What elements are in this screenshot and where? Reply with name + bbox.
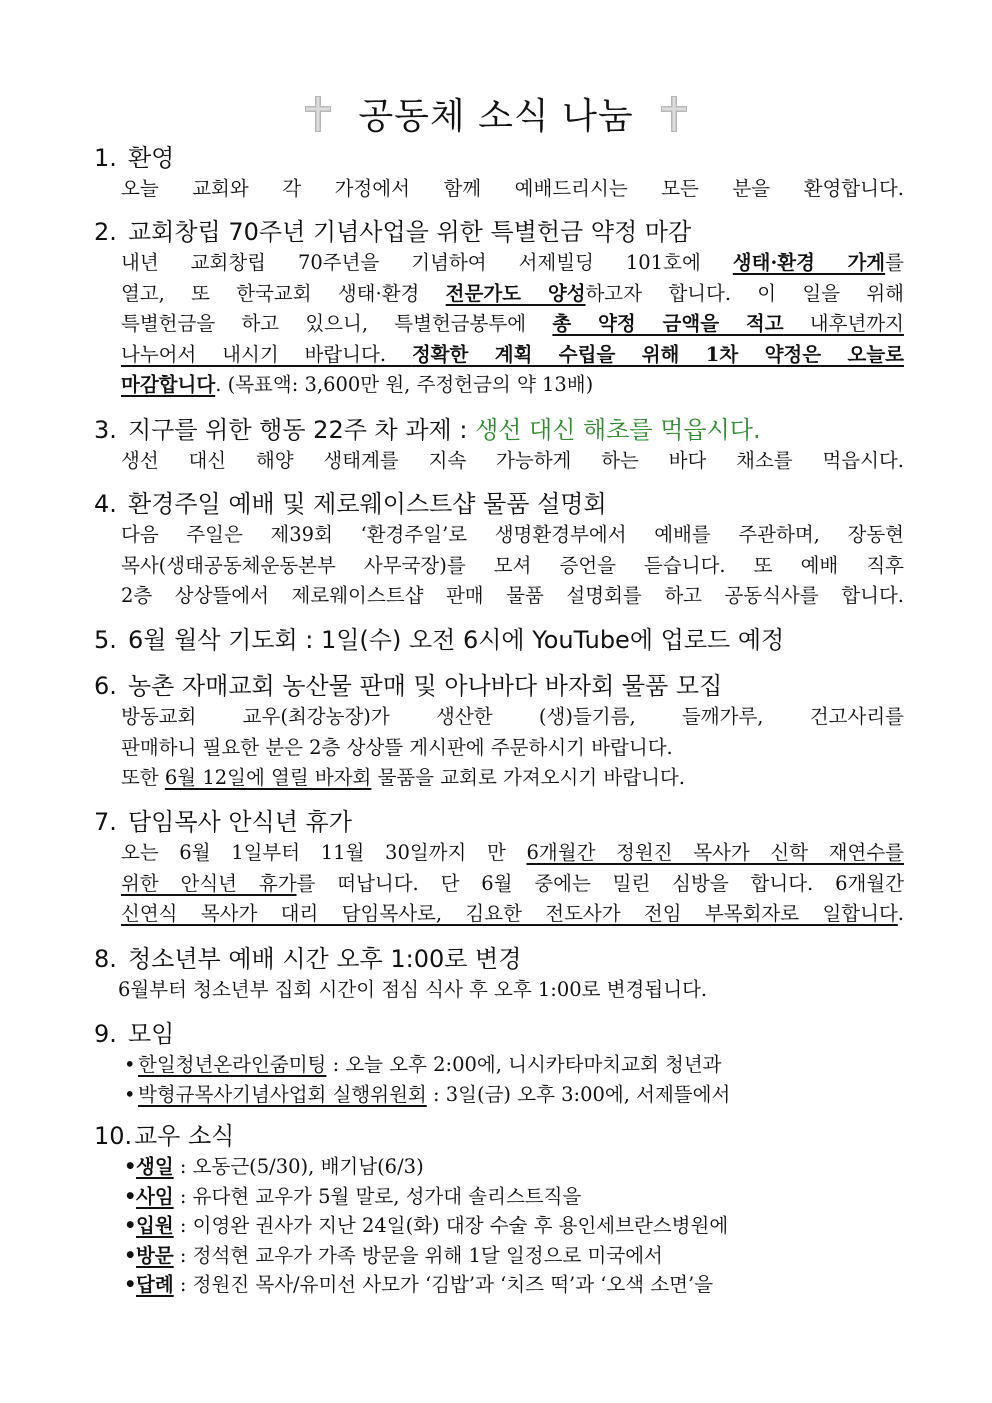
bullet: • — [124, 1243, 137, 1267]
meeting-name: 한일청년온라인줌미팅 — [138, 1053, 327, 1076]
heading-text: 농촌 자매교회 농산물 판매 및 아나바다 바자회 물품 모집 — [128, 672, 723, 700]
section-number: 1. — [94, 144, 117, 172]
body-line: 6월부터 청소년부 집회 시간이 점심 식사 후 오후 1:00로 변경됩니다. — [118, 978, 708, 1001]
section-body — [121, 520, 904, 612]
meeting-detail: : 3일(금) 오후 3:00에, 서제뜰에서 — [426, 1082, 731, 1106]
section-body — [121, 446, 904, 477]
heading-text: 6월 월삭 기도회 : 1일(수) 오전 6시에 YouTube에 업로드 예정 — [128, 626, 785, 654]
section-body — [121, 248, 904, 401]
heading-text: 모임 — [128, 1020, 175, 1048]
emphasis-text: 전문가도 양성 — [445, 281, 586, 305]
emphasis-text: 총 약정 금액을 적고 — [552, 312, 784, 335]
text-run: 오는 6월 1일부터 11월 30일까지 만 — [121, 841, 527, 864]
bullet: • — [124, 1155, 137, 1178]
section-heading — [94, 1120, 904, 1152]
bullet: • — [124, 1082, 136, 1106]
section-body — [121, 174, 904, 205]
body-line — [121, 248, 904, 279]
section-body — [121, 702, 904, 794]
text-run: 물품을 교회로 가져오시기 바랍니다. — [371, 766, 685, 789]
list-item — [124, 1182, 904, 1212]
news-label: 입원 — [136, 1214, 174, 1237]
text-run: 열고, 또 한국교회 생태·환경 — [121, 281, 446, 305]
cross-icon-left — [301, 94, 335, 134]
section-dawn-prayer — [94, 624, 904, 656]
section-heading — [94, 670, 904, 702]
bullet: • — [124, 1053, 136, 1076]
bullet: • — [124, 1214, 137, 1237]
section-heading — [94, 624, 904, 656]
heading-text: 환경주일 예배 및 제로웨이스트샵 물품 설명회 — [128, 490, 607, 518]
text-run: 를 떠납니다. 단 6월 중에는 밀린 심방을 합니다. 6개월간 — [296, 871, 904, 895]
body-line — [121, 763, 904, 794]
body-line: 생선 대신 해양 생태계를 지속 가능하게 하는 바다 채소를 먹읍시다. — [121, 449, 904, 472]
body-line — [121, 838, 904, 869]
news-label: 답례 — [136, 1273, 174, 1296]
heading-text: 환영 — [128, 144, 175, 172]
body-line: 다음 주일은 제39회 ‘환경주일’로 생명환경부에서 예배를 주관하며, 장동현 — [121, 523, 904, 546]
underlined-text: 내후년까지 — [783, 312, 904, 335]
heading-text: 교회창립 70주년 기념사업을 위한 특별헌금 약정 마감 — [128, 218, 692, 246]
text-run: 또한 — [121, 766, 165, 789]
emphasis-text: 생태·환경 가게 — [732, 251, 886, 274]
list-item — [124, 1152, 904, 1182]
news-text: : 오동근(5/30), 배기남(6/3) — [173, 1155, 424, 1178]
news-text: : 유다현 교우가 5월 말로, 성가대 솔리스트직을 — [173, 1184, 582, 1208]
underlined-text: 신연식 목사가 대리 담임목사로, 김요한 전도사가 전임 부목회자로 일합니다 — [121, 902, 898, 925]
underlined-text: 6월 12일에 열릴 바자회 — [164, 766, 372, 789]
section-number: 6. — [94, 672, 117, 700]
underlined-text: 위한 안식년 휴가 — [121, 871, 297, 895]
section-number: 8. — [94, 945, 117, 973]
meeting-name: 박형규목사기념사업회 실행위원회 — [138, 1082, 427, 1106]
section-body — [124, 1050, 904, 1109]
news-label: 사임 — [136, 1184, 174, 1208]
list-item — [124, 1241, 904, 1271]
section-anniversary-offering — [94, 216, 904, 401]
text-run: 내년 교회창립 70주년을 기념하여 서제빌딩 101호에 — [121, 251, 733, 274]
section-body — [124, 1152, 904, 1300]
news-text: : 정석현 교우가 가족 방문을 위해 1달 일정으로 미국에서 — [173, 1243, 663, 1267]
section-sabbatical — [94, 806, 904, 930]
body-line — [121, 279, 904, 310]
text-run: 특별헌금을 하고 있으니, 특별헌금봉투에 — [121, 312, 553, 335]
section-member-news — [94, 1120, 904, 1300]
section-youth-service — [94, 943, 904, 1006]
section-body — [121, 838, 904, 930]
section-number: 9. — [94, 1020, 117, 1048]
cross-icon-right — [657, 94, 691, 134]
heading-text: 청소년부 예배 시간 오후 1:00로 변경 — [128, 945, 522, 973]
section-heading — [94, 806, 904, 838]
list-item — [124, 1050, 904, 1080]
section-meetings — [94, 1018, 904, 1109]
heading-text: 지구를 위한 행동 22주 차 과제 : — [128, 416, 476, 444]
section-number: 10. — [94, 1122, 133, 1150]
body-line — [121, 370, 904, 401]
section-heading — [94, 142, 904, 174]
body-line: 오늘 교회와 각 가정에서 함께 예배드리시는 모든 분을 환영합니다. — [121, 177, 904, 200]
news-text: : 이영완 권사가 지난 24일(화) 대장 수술 후 용인세브란스병원에 — [173, 1214, 729, 1237]
underlined-text: 6개월간 정원진 목사가 신학 재연수를 — [526, 841, 904, 864]
section-number: 2. — [94, 218, 117, 246]
section-number: 5. — [94, 626, 117, 654]
body-line — [121, 340, 904, 371]
text-run: . (목표액: 3,600만 원, 주정헌금의 약 13배) — [215, 373, 594, 396]
body-line: 방동교회 교우(최강농장)가 생산한 (생)들기름, 들깨가루, 건고사리를 — [121, 705, 904, 728]
emphasis-text: 정확한 계획 수립을 위해 1차 약정은 오늘로 — [411, 342, 904, 366]
bullet: • — [124, 1273, 137, 1296]
section-heading — [94, 488, 904, 520]
section-bazaar — [94, 670, 904, 794]
list-item — [124, 1270, 904, 1300]
title-row — [0, 88, 992, 138]
text-run: 하고자 합니다. 이 일을 위해 — [585, 281, 905, 305]
emphasis-text: 마감합니다 — [121, 373, 216, 396]
section-body — [118, 975, 904, 1006]
heading-text: 담임목사 안식년 휴가 — [128, 808, 352, 836]
bullet: • — [124, 1184, 137, 1208]
underlined-text: 나누어서 내시기 바랍니다. — [121, 342, 412, 366]
news-label: 방문 — [136, 1243, 174, 1267]
section-environment-sunday — [94, 488, 904, 612]
section-number: 3. — [94, 416, 117, 444]
section-heading — [94, 216, 904, 248]
section-heading — [94, 1018, 904, 1050]
body-line: 2층 상상뜰에서 제로웨이스트샵 판매 물품 설명회를 하고 공동식사를 합니다. — [121, 584, 904, 607]
section-earth-action — [94, 414, 904, 477]
list-item — [124, 1080, 904, 1110]
heading-text: 교우 소식 — [134, 1122, 235, 1150]
list-item — [124, 1211, 904, 1241]
news-label: 생일 — [136, 1155, 174, 1178]
section-number: 4. — [94, 490, 117, 518]
text-run: 를 — [885, 251, 904, 274]
section-number: 7. — [94, 808, 117, 836]
body-line: 목사(생태공동체운동본부 사무국장)를 모셔 증언을 듣습니다. 또 예배 직후 — [121, 553, 904, 577]
news-text: : 정원진 목사/유미선 사모가 ‘김밥’과 ‘치즈 떡’과 ‘오색 소면’을 — [173, 1273, 714, 1296]
section-heading — [94, 943, 904, 975]
page-title: 공동체 소식 나눔 — [358, 96, 634, 137]
body-line — [121, 309, 904, 340]
meeting-detail: : 오늘 오후 2:00에, 니시카타마치교회 청년과 — [326, 1053, 722, 1076]
body-line: 판매하니 필요한 분은 2층 상상뜰 게시판에 주문하시기 바랍니다. — [121, 735, 673, 759]
section-heading — [94, 414, 904, 446]
heading-highlight: 생선 대신 해초를 먹읍시다. — [475, 416, 761, 444]
section-welcome — [94, 142, 904, 205]
body-line — [121, 869, 904, 900]
text-run: . — [897, 902, 904, 925]
body-line — [121, 899, 904, 930]
